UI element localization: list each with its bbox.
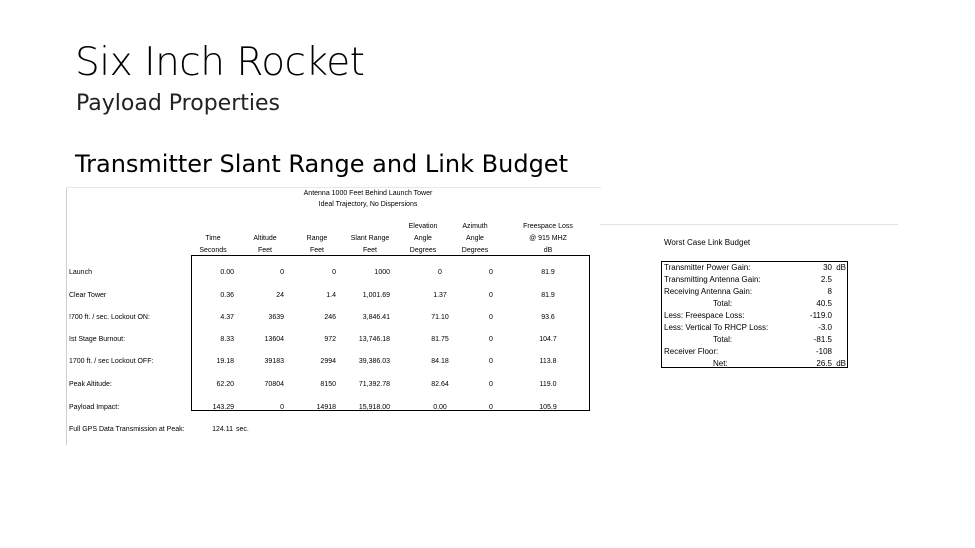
footer-label: Full GPS Data Transmission at Peak: — [69, 426, 185, 433]
table-cell: 71.10 — [431, 314, 449, 321]
table-cell: 0 — [489, 314, 493, 321]
link-budget-label: Less: Vertical To RHCP Loss: — [664, 323, 769, 332]
table-cell: 71,392.78 — [358, 381, 390, 388]
slide-subtitle: Payload Properties — [76, 91, 280, 116]
divider-rule — [600, 224, 898, 225]
column-header-line: dB — [543, 247, 553, 254]
row-label: Clear Tower — [69, 292, 107, 299]
table-cell: 84.18 — [431, 358, 449, 365]
table-cell: 0.00 — [220, 269, 234, 276]
link-budget-row — [664, 262, 846, 274]
link-budget-row — [664, 274, 846, 286]
column-header-line: Degrees — [409, 247, 437, 254]
link-budget-row — [664, 298, 846, 310]
table-cell: 13,746.18 — [358, 336, 390, 343]
table-cell: 39183 — [264, 358, 284, 365]
link-budget-value: 26.5 — [816, 359, 832, 368]
sheet-top-rule — [66, 187, 601, 188]
table-cell: 3639 — [268, 314, 284, 321]
table-cell: 2994 — [320, 358, 336, 365]
column-header-line: Time — [205, 235, 221, 242]
table-cell: 24 — [276, 292, 284, 299]
row-label: Payload Impact: — [69, 404, 120, 411]
link-budget-unit: dB — [836, 359, 846, 368]
link-budget-label: Receiving Antenna Gain: — [664, 287, 753, 296]
sheet-left-rule — [66, 187, 67, 445]
column-header-line: Seconds — [199, 247, 227, 254]
table-cell: 104.7 — [539, 336, 557, 343]
footer-value: 124.11 — [212, 426, 233, 433]
link-budget-label: Transmitter Power Gain: — [664, 263, 751, 272]
column-header-line: Azimuth — [462, 223, 488, 230]
table-cell: 113.8 — [539, 358, 557, 365]
link-budget-row — [664, 334, 846, 346]
table-cell: 972 — [324, 336, 336, 343]
column-header-line: Elevation — [408, 223, 438, 230]
sheet-caption-2: Ideal Trajectory, No Dispersions — [318, 201, 418, 208]
table-cell: 3,846.41 — [362, 314, 390, 321]
table-cell: 81.75 — [431, 336, 449, 343]
table-cell: 0 — [280, 269, 284, 276]
table-cell: 13604 — [264, 336, 284, 343]
table-cell: 1000 — [374, 269, 390, 276]
table-cell: 1.4 — [326, 292, 336, 299]
link-budget-label: Total: — [713, 299, 733, 308]
table-cell: 0.00 — [433, 404, 447, 411]
row-label: Peak Altitude: — [69, 381, 112, 388]
table-cell: 0 — [280, 404, 284, 411]
link-budget-label: Total: — [713, 335, 733, 344]
column-header-line: Angle — [414, 235, 432, 242]
column-header-line: Feet — [362, 247, 377, 254]
column-header-line: @ 915 MHZ — [529, 235, 567, 242]
row-label: 1700 ft. / sec Lockout OFF: — [69, 358, 154, 365]
table-cell: 246 — [324, 314, 336, 321]
table-cell: 82.64 — [431, 381, 449, 388]
link-budget-label: Transmitting Antenna Gain: — [664, 275, 761, 284]
link-budget-value: 2.5 — [820, 275, 832, 284]
column-header-line: Angle — [466, 235, 484, 242]
table-cell: 1.37 — [433, 292, 447, 299]
link-budget-row — [664, 310, 846, 322]
table-cell: 70804 — [264, 381, 284, 388]
table-cell: 1,001.69 — [362, 292, 390, 299]
section-title: Transmitter Slant Range and Link Budget — [75, 150, 568, 178]
table-cell: 8.33 — [220, 336, 234, 343]
row-label: Launch — [69, 269, 92, 276]
table-cell: 19.18 — [216, 358, 234, 365]
sheet-caption-1: Antenna 1000 Feet Behind Launch Tower — [303, 190, 433, 197]
slide-title: Six Inch Rocket — [75, 40, 365, 85]
column-header-line: Feet — [257, 247, 272, 254]
column-header-line: Degrees — [461, 247, 489, 254]
footer-unit: sec. — [236, 426, 249, 433]
table-cell: 105.9 — [539, 404, 557, 411]
table-cell: 0 — [489, 358, 493, 365]
table-cell: 0 — [438, 269, 442, 276]
column-header-line: Range — [306, 235, 328, 242]
link-budget-value: 8 — [827, 287, 832, 296]
table-cell: 4.37 — [220, 314, 234, 321]
link-budget-value: 30 — [823, 263, 832, 272]
link-budget-value: -81.5 — [813, 335, 832, 344]
link-budget-row — [664, 346, 846, 358]
table-cell: 0 — [332, 269, 336, 276]
link-budget-value: -119.0 — [809, 311, 832, 320]
link-budget-unit: dB — [836, 263, 846, 272]
link-budget-row — [664, 358, 846, 370]
link-budget-title: Worst Case Link Budget — [664, 238, 751, 247]
table-cell: 0 — [489, 336, 493, 343]
table-cell: 81.9 — [541, 269, 555, 276]
table-cell: 15,918.00 — [358, 404, 390, 411]
table-cell: 39,386.03 — [358, 358, 390, 365]
column-header-line: Altitude — [253, 235, 277, 242]
table-cell: 14918 — [316, 404, 336, 411]
link-budget-label: Less: Freespace Loss: — [664, 311, 745, 320]
table-cell: 0 — [489, 269, 493, 276]
table-cell: 0 — [489, 404, 493, 411]
row-label: !700 ft. / sec. Lockout ON: — [69, 314, 150, 321]
link-budget-row — [664, 322, 846, 334]
row-label: Ist Stage Burnout: — [69, 336, 126, 343]
table-cell: 8150 — [320, 381, 336, 388]
table-cell: 143.29 — [212, 404, 234, 411]
table-cell: 0.36 — [220, 292, 234, 299]
table-cell: 62.20 — [216, 381, 234, 388]
column-header-line: Feet — [309, 247, 324, 254]
link-budget-row — [664, 286, 846, 298]
table-cell: 119.0 — [539, 381, 557, 388]
link-budget-value: 40.5 — [816, 299, 832, 308]
link-budget-label: Receiver Floor: — [664, 347, 719, 356]
column-header-line: Slant Range — [350, 235, 390, 242]
table-cell: 0 — [489, 292, 493, 299]
link-budget-value: -108 — [815, 347, 832, 356]
link-budget-value: -3.0 — [818, 323, 832, 332]
table-cell: 93.6 — [541, 314, 555, 321]
table-cell: 81.9 — [541, 292, 555, 299]
link-budget-label: Net: — [713, 359, 728, 368]
column-header-line: Freespace Loss — [523, 223, 573, 230]
table-cell: 0 — [489, 381, 493, 388]
